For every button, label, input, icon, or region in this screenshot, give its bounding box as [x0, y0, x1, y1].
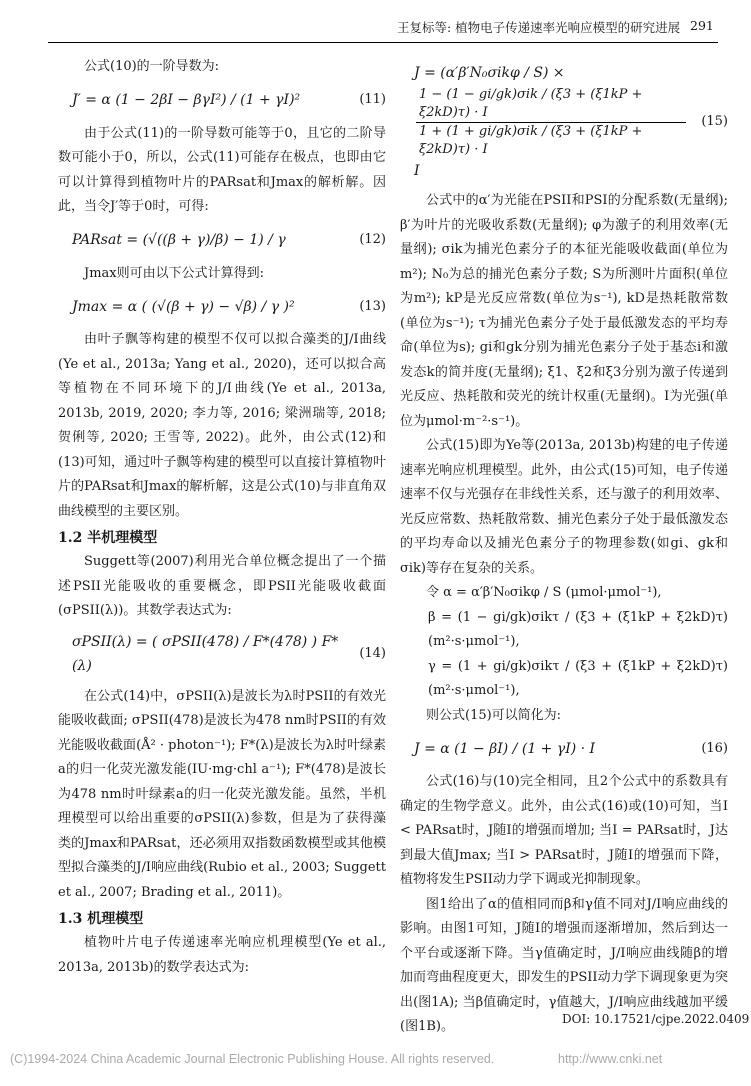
running-title: 王复标等: 植物电子传递速率光响应模型的研究进展	[397, 20, 681, 35]
left-column	[58, 55, 386, 980]
equation-body: Jmax = α ( (√(β + γ) − √β) / γ )²	[72, 298, 295, 315]
paragraph: 由叶子飘等构建的模型不仅可以拟合藻类的J/I曲线(Ye et al., 2013a; Yang et al., 2020)，还可以拟合高等植物在不同环境下的J/I曲线(Ye et al., 2013a, 2013b, 2019, 2020; 李力等, 2016; 梁洲瑞等, 2018; 贺俐等, 2020; 王雪等, 2022)。此外，由公式(12)和(13)可知，通过叶子飘等构建的模型可以直接计算植物叶片的PARsat和Jmax的解析解，这是公式(10)与非直角双曲线模型的主要区别。	[58, 332, 386, 519]
equation-16	[400, 734, 728, 764]
definition-alpha: 令 α = α′β′N₀σikφ / S (μmol·μmol⁻¹),	[426, 585, 662, 600]
equation-body: PARsat = (√((β + γ)/β) − 1) / γ	[72, 232, 286, 249]
equation-15	[400, 61, 728, 183]
equation-number: (13)	[359, 298, 386, 314]
paragraph: 则公式(15)可以简化为:	[426, 707, 562, 723]
paragraph: 公式中的α′为光能在PSII和PSI的分配系数(无量纲); β′为叶片的光吸收系数(无量纲); φ为激子的利用效率(无量纲); σik为捕光色素分子的本征光能吸收截面(单位为m²); N₀为总的捕光色素分子数; S为所测叶片面积(单位为m²); kP是光反应常数(单位为s⁻¹), kD是热耗散常数(单位为s⁻¹); τ为捕光色素分子处于最低激发态的平均寿命(单位为s); gi和gk分别为捕光色素分子处于基态i和激发态k的简并度(无量纲); ξ1、ξ2和ξ3分别为激子传递到光反应、热耗散和荧光的统计权重(无量纲)。I为光强(单位为μmol·m⁻²·s⁻¹)。	[400, 193, 728, 429]
paragraph: Jmax则可由以下公式计算得到:	[84, 265, 265, 281]
equation-body	[400, 61, 688, 183]
doi: DOI: 10.17521/cjpe.2022.0409	[562, 1012, 750, 1026]
header-rule	[48, 42, 718, 43]
paragraph: 图1给出了α的值相同而β和γ值不同对J/I响应曲线的影响。由图1可知，J随I的增强而逐渐增加，然后到达一个平台或逐渐下降。当γ值确定时，J/I响应曲线随β的增加而弯曲程度更大，即发生的PSII动力学下调现象更为突出(图1A); 当β值确定时，γ值越大，J/I响应曲线越加平缓(图1B)。	[400, 896, 728, 1034]
copyright-footer	[10, 1052, 745, 1066]
definition-gamma: γ = (1 + gi/gk)σikτ / (ξ3 + (ξ1kP + ξ2kD)τ) (m²·s·μmol⁻¹),	[428, 658, 728, 698]
paragraph: 在公式(14)中，σPSII(λ)是波长为λ时PSII的有效光能吸收截面; σPSII(478)是波长为478 nm时PSII的有效光能吸收截面(Å² · photon⁻¹); F*(λ)是波长为λ时叶绿素a的归一化荧光激发能(IU·mg·chl a⁻¹); F*(478)是波长为478 nm时叶绿素a的归一化荧光激发能。虽然，半机理模型可以给出重要的σPSII(λ)参数，但是为了获得藻类的Jmax和PARsat，还必须用双指数函数模型或其他模型拟合藻类的J/I响应曲线(Rubio et al., 2003; Suggett et al., 2007; Brading et al., 2011)。	[58, 688, 386, 900]
copyright-text: (C)1994-2024 China Academic Journal Electronic Publishing House. All rights reserved.	[10, 1052, 495, 1066]
equation-body: J′ = α (1 − 2βI − βγI²) / (1 + γI)²	[72, 92, 301, 109]
equation-13	[58, 292, 386, 322]
definition-beta: β = (1 − gi/gk)σikτ / (ξ3 + (ξ1kP + ξ2kD)τ) (m²·s·μmol⁻¹),	[428, 609, 728, 649]
equation-15-fraction	[416, 86, 686, 159]
equation-number: (11)	[359, 92, 386, 108]
section-heading: 1.2 半机理模型	[58, 530, 158, 546]
equation-number: (16)	[701, 740, 728, 756]
equation-number: (15)	[701, 113, 728, 129]
equation-15-numerator: 1 − (1 − gi/gk)σik / (ξ3 + (ξ1kP + ξ2kD)τ) · I	[416, 86, 686, 123]
equation-11	[58, 86, 386, 116]
equation-14	[58, 630, 386, 679]
equation-15-prefix: J = (α′β′N₀σikφ / S) ×	[414, 65, 565, 81]
paragraph: Suggett等(2007)利用光合单位概念提出了一个描述PSII光能吸收的重要概念，即PSII光能吸收截面(σPSII(λ))。其数学表达式为:	[58, 554, 386, 618]
equation-12	[58, 226, 386, 256]
paragraph: 公式(16)与(10)完全相同，且2个公式中的系数具有确定的生物学意义。此外，由公式(16)或(10)可知，当I < PARsat时，J随I的增强而增加; 当I = PARsat时，J达到最大值Jmax; 当I > PARsat时，J随I的增强而下降，植物将发生PSII动力学下调或光抑制现象。	[400, 774, 728, 887]
paragraph: 由于公式(11)的一阶导数可能等于0，且它的二阶导数可能小于0，所以，公式(11)可能存在极点，也即由它可以计算得到植物叶片的PARsat和Jmax的解析解。因此，当令J′等于0时，可得:	[58, 125, 386, 214]
equation-number: (14)	[359, 645, 386, 661]
equation-15-tail: I	[414, 162, 420, 179]
cnki-link[interactable]: http://www.cnki.net	[558, 1052, 663, 1066]
equation-body: σPSII(λ) = ( σPSII(478) / F*(478) ) F*(λ)	[72, 633, 339, 674]
equation-body: J = α (1 − βI) / (1 + γI) · I	[414, 740, 596, 757]
equation-number: (12)	[359, 232, 386, 248]
equation-15-denominator: 1 + (1 + gi/gk)σik / (ξ3 + (ξ1kP + ξ2kD)τ) · I	[419, 123, 643, 157]
paragraph: 植物叶片电子传递速率光响应机理模型(Ye et al., 2013a, 2013b)的数学表达式为:	[58, 935, 386, 975]
paragraph: 公式(10)的一阶导数为:	[84, 59, 220, 74]
paragraph: 公式(15)即为Ye等(2013a, 2013b)构建的电子传递速率光响应机理模型。此外，由公式(15)可知，电子传递速率不仅与光强存在非线性关系，还与激子的利用效率、光反应常数、热耗散常数、捕光色素分子处于最低激发态的平均寿命以及捕光色素分子的物理参数(如gi、gk和σik)等存在复杂的关系。	[400, 438, 728, 576]
right-column	[400, 55, 728, 1040]
page-header	[0, 18, 751, 38]
section-heading: 1.3 机理模型	[58, 911, 144, 927]
page-number: 291	[690, 18, 714, 33]
